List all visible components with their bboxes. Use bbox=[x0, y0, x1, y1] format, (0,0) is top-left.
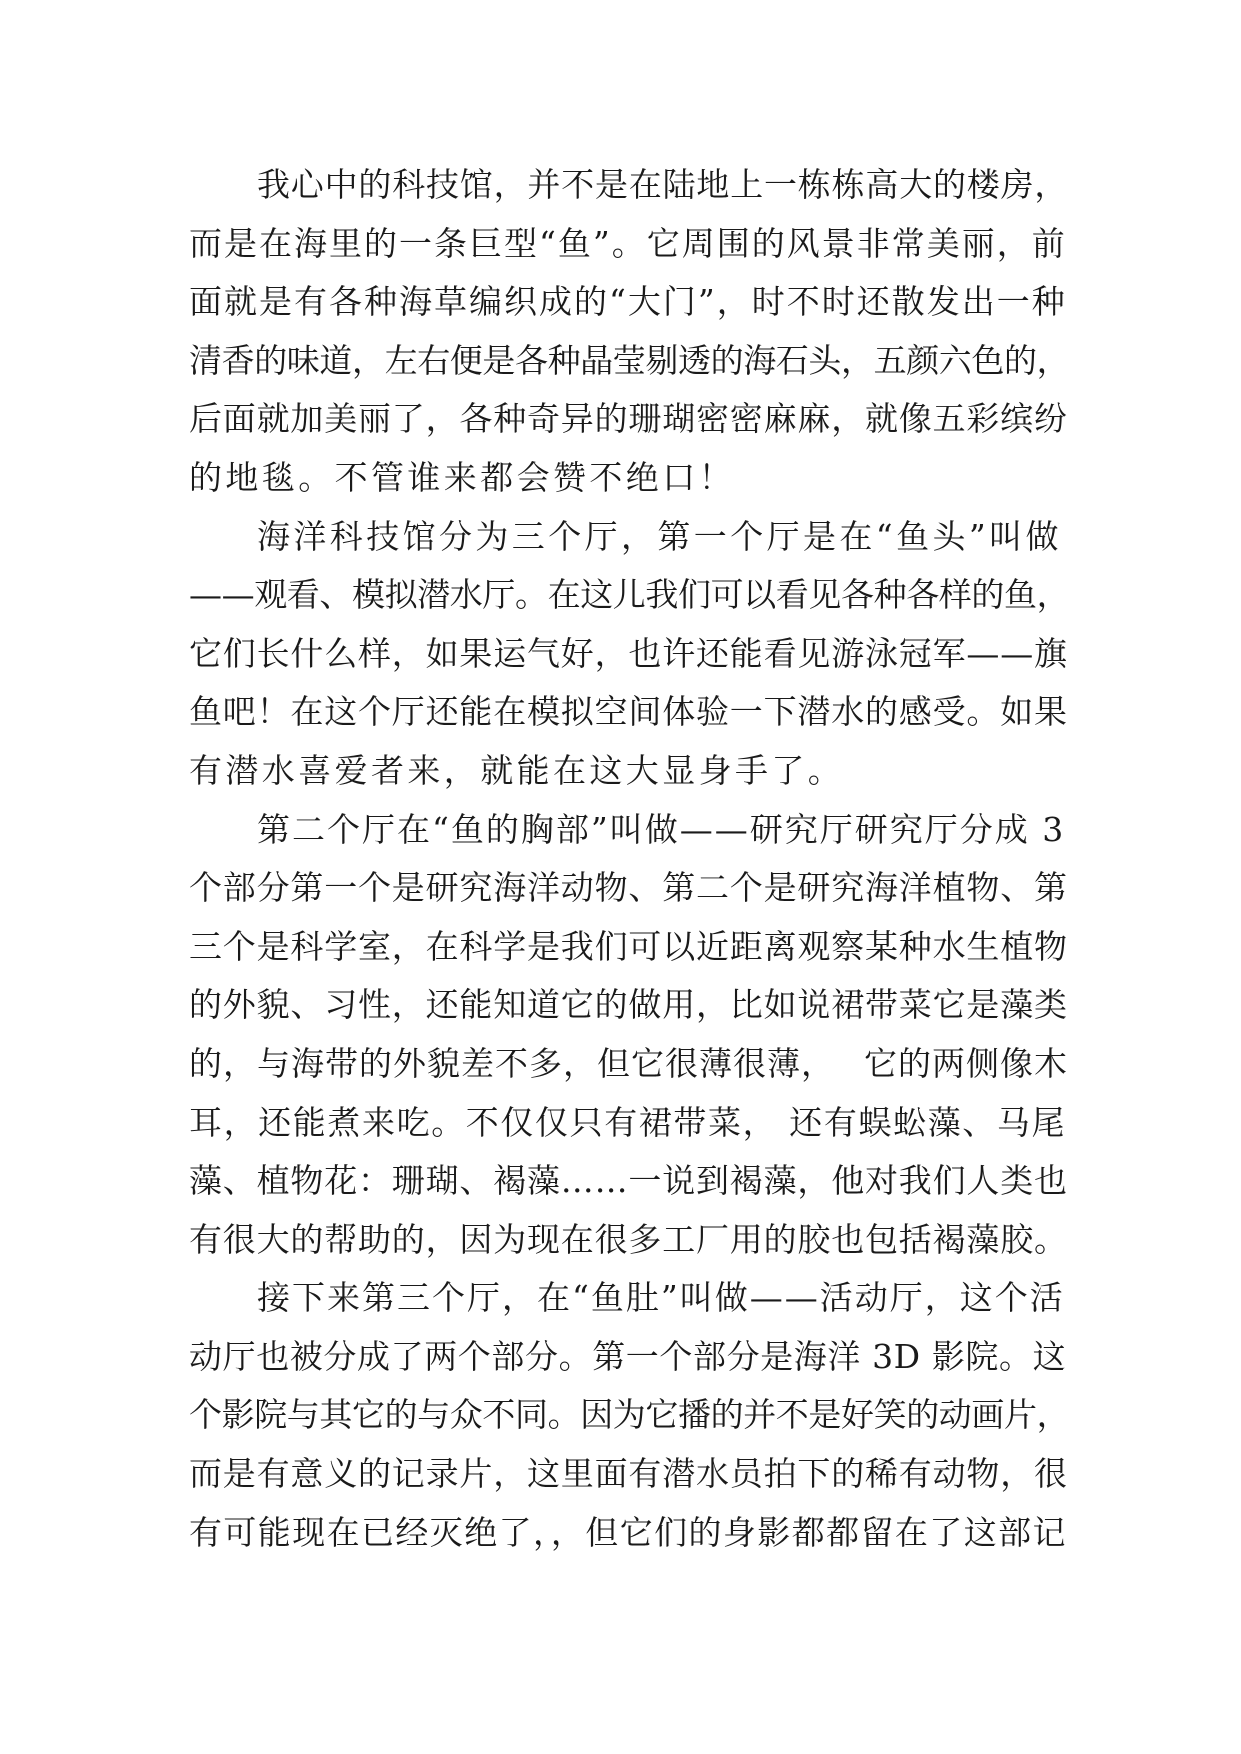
text-line: 清香的味道，左右便是各种晶莹剔透的海石头，五颜六色的， bbox=[189, 340, 1070, 380]
text-line: 面就是有各种海草编织成的“大门”，时不时还散发出一种 bbox=[189, 282, 1067, 322]
text-line: 而是在海里的一条巨型“鱼”。它周围的风景非常美丽，前 bbox=[189, 223, 1067, 263]
text-line: 后面就加美丽了，各种奇异的珊瑚密密麻麻，就像五彩缤纷 bbox=[189, 399, 1068, 439]
text-line: 接下来第三个厅，在“鱼肚”叫做——活动厅，这个活 bbox=[257, 1278, 1065, 1318]
text-line: 的地毯。不管谁来都会赞不绝口！ bbox=[189, 457, 735, 497]
text-line: 三个是科学室，在科学是我们可以近距离观察某种水生植物 bbox=[189, 926, 1068, 966]
text-line: 海洋科技馆分为三个厅，第一个厅是在“鱼头”叫做 bbox=[257, 516, 1062, 556]
text-line: 它们长什么样，如果运气好，也许还能看见游泳冠军——旗 bbox=[189, 633, 1068, 673]
text-line: 有很大的帮助的，因为现在很多工厂用的胶也包括褐藻胶。 bbox=[189, 1219, 1068, 1259]
text-line: 的，与海带的外貌差不多，但它很薄很薄， 它的两侧像木 bbox=[189, 1043, 1068, 1083]
text-line: 我心中的科技馆，并不是在陆地上一栋栋高大的楼房， bbox=[257, 165, 1069, 204]
text-line: 藻、植物花：珊瑚、褐藻……一说到褐藻，他对我们人类也 bbox=[189, 1161, 1068, 1201]
text-line: 鱼吧！在这个厅还能在模拟空间体验一下潜水的感受。如果 bbox=[189, 692, 1068, 732]
text-line: 个影院与其它的与众不同。因为它播的并不是好笑的动画片， bbox=[189, 1395, 1070, 1435]
text-line: 第二个厅在“鱼的胸部”叫做——研究厅研究厅分成 3 bbox=[257, 809, 1066, 849]
text-line: 有可能现在已经灭绝了，，但它们的身影都都留在了这部记 bbox=[189, 1512, 1067, 1552]
text-line: 个部分第一个是研究海洋动物、第二个是研究海洋植物、第 bbox=[189, 868, 1068, 908]
text-line: 而是有意义的记录片，这里面有潜水员拍下的稀有动物，很 bbox=[189, 1454, 1068, 1494]
text-line: 的外貌、习性，还能知道它的做用，比如说裙带菜它是藻类 bbox=[189, 985, 1068, 1025]
text-line: 有潜水喜爱者来，就能在这大显身手了。 bbox=[189, 750, 845, 790]
text-line: 耳，还能煮来吃。不仅仅只有裙带菜， 还有蜈蚣藻、马尾 bbox=[189, 1102, 1067, 1142]
text-line: ——观看、模拟潜水厅。在这儿我们可以看见各种各样的鱼， bbox=[189, 575, 1070, 615]
article-body bbox=[189, 156, 1069, 1562]
text-line: 动厅也被分成了两个部分。第一个部分是海洋 3D 影院。这 bbox=[189, 1336, 1067, 1376]
